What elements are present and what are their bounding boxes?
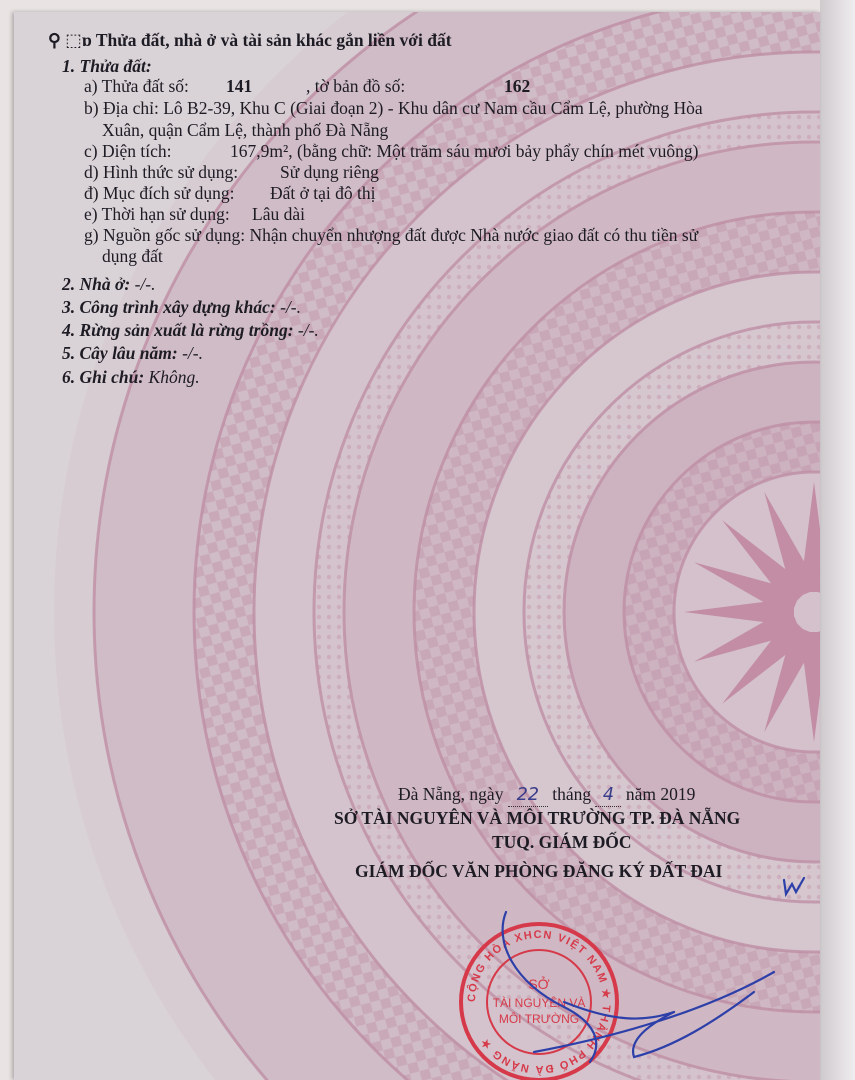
date-month: 4 <box>595 785 621 807</box>
other-construction-value: -/-. <box>280 297 301 317</box>
house-value: -/-. <box>134 274 156 294</box>
other-construction-label: 3. Công trình xây dựng khác: <box>62 297 276 317</box>
stamp-center-line3: MÔI TRƯỜNG <box>498 1012 580 1026</box>
parcel-number-label: a) Thửa đất số: <box>84 76 189 96</box>
area-row <box>84 141 699 162</box>
notes-row <box>62 367 200 388</box>
usage-term-label: e) Thời hạn sử dụng: <box>84 204 230 224</box>
notes-value: Không. <box>148 367 200 387</box>
perennial-trees-label: 5. Cây lâu năm: <box>62 343 178 363</box>
usage-form-row <box>84 162 379 183</box>
handwritten-signature <box>414 872 820 1080</box>
perennial-trees-value: -/-. <box>182 343 203 363</box>
parcel-number-row <box>84 76 531 97</box>
date-line <box>398 784 695 807</box>
forest-row <box>62 320 319 341</box>
origin-line1: g) Nguồn gốc sử dụng: Nhận chuyển nhượng đất được Nhà nước giao đất có thu tiền sử <box>84 225 699 245</box>
stamp-center-line1: SỞ <box>528 976 550 992</box>
parcel-number-value: 141 <box>226 76 253 96</box>
section-header <box>48 30 452 51</box>
usage-term-value: Lâu dài <box>252 204 305 224</box>
house-row <box>62 274 156 295</box>
notes-label: 6. Ghi chú: <box>62 367 145 387</box>
certificate-content <box>14 12 820 1080</box>
address-line2: Xuân, quận Cẩm Lệ, thành phố Đà Nẵng <box>102 120 389 140</box>
date-month-label: tháng <box>552 784 592 804</box>
date-day: 22 <box>508 785 548 807</box>
other-construction-row <box>62 297 301 318</box>
perennial-trees-row <box>62 343 203 364</box>
usage-form-label: d) Hình thức sử dụng: <box>84 162 239 182</box>
house-label: 2. Nhà ở: <box>62 274 131 294</box>
delegation-title: TUQ. GIÁM ĐỐC <box>492 832 632 852</box>
page-edge <box>820 0 855 1080</box>
forest-label: 4. Rừng sản xuất là rừng trồng: <box>62 320 294 340</box>
forest-value: -/-. <box>297 320 319 340</box>
usage-purpose-row <box>84 183 376 204</box>
header-title: Thửa đất, nhà ở và tài sản khác gắn liền với đất <box>95 30 452 50</box>
origin-line2: dụng đất <box>102 246 163 266</box>
usage-purpose-value: Đất ở tại đô thị <box>270 183 376 203</box>
map-sheet-value: 162 <box>504 76 531 96</box>
signer-position: GIÁM ĐỐC VĂN PHÒNG ĐĂNG KÝ ĐẤT ĐAI <box>355 861 723 881</box>
issuing-org: SỞ TÀI NGUYÊN VÀ MÔI TRƯỜNG TP. ĐÀ NẴNG <box>334 808 741 828</box>
certificate-page <box>14 12 820 1080</box>
map-sheet-label: , tờ bản đồ số: <box>306 76 406 96</box>
usage-form-value: Sử dụng riêng <box>280 162 379 182</box>
header-prefix: ⚲ ⬚ɒ <box>48 30 92 50</box>
stamp-ring-text: CỘNG HÒA XHCN VIỆT NAM ★ THÀNH PHỐ ĐÀ NẴNG ★ <box>465 928 613 1076</box>
stamp-center-line2: TÀI NGUYÊN VÀ <box>492 996 586 1010</box>
date-prefix: Đà Nẵng, ngày <box>398 784 504 804</box>
area-value: 167,9m², (bằng chữ: Một trăm sáu mươi bảy phẩy chín mét vuông) <box>230 141 699 161</box>
usage-term-row <box>84 204 305 225</box>
area-label: c) Diện tích: <box>84 141 172 161</box>
date-year: năm 2019 <box>625 784 696 804</box>
address-line1: b) Địa chỉ: Lô B2-39, Khu C (Giai đoạn 2) - Khu dân cư Nam cầu Cẩm Lệ, phường Hòa <box>84 98 703 118</box>
usage-purpose-label: đ) Mục đích sử dụng: <box>84 183 235 203</box>
section1-heading: 1. Thửa đất: <box>62 56 152 76</box>
